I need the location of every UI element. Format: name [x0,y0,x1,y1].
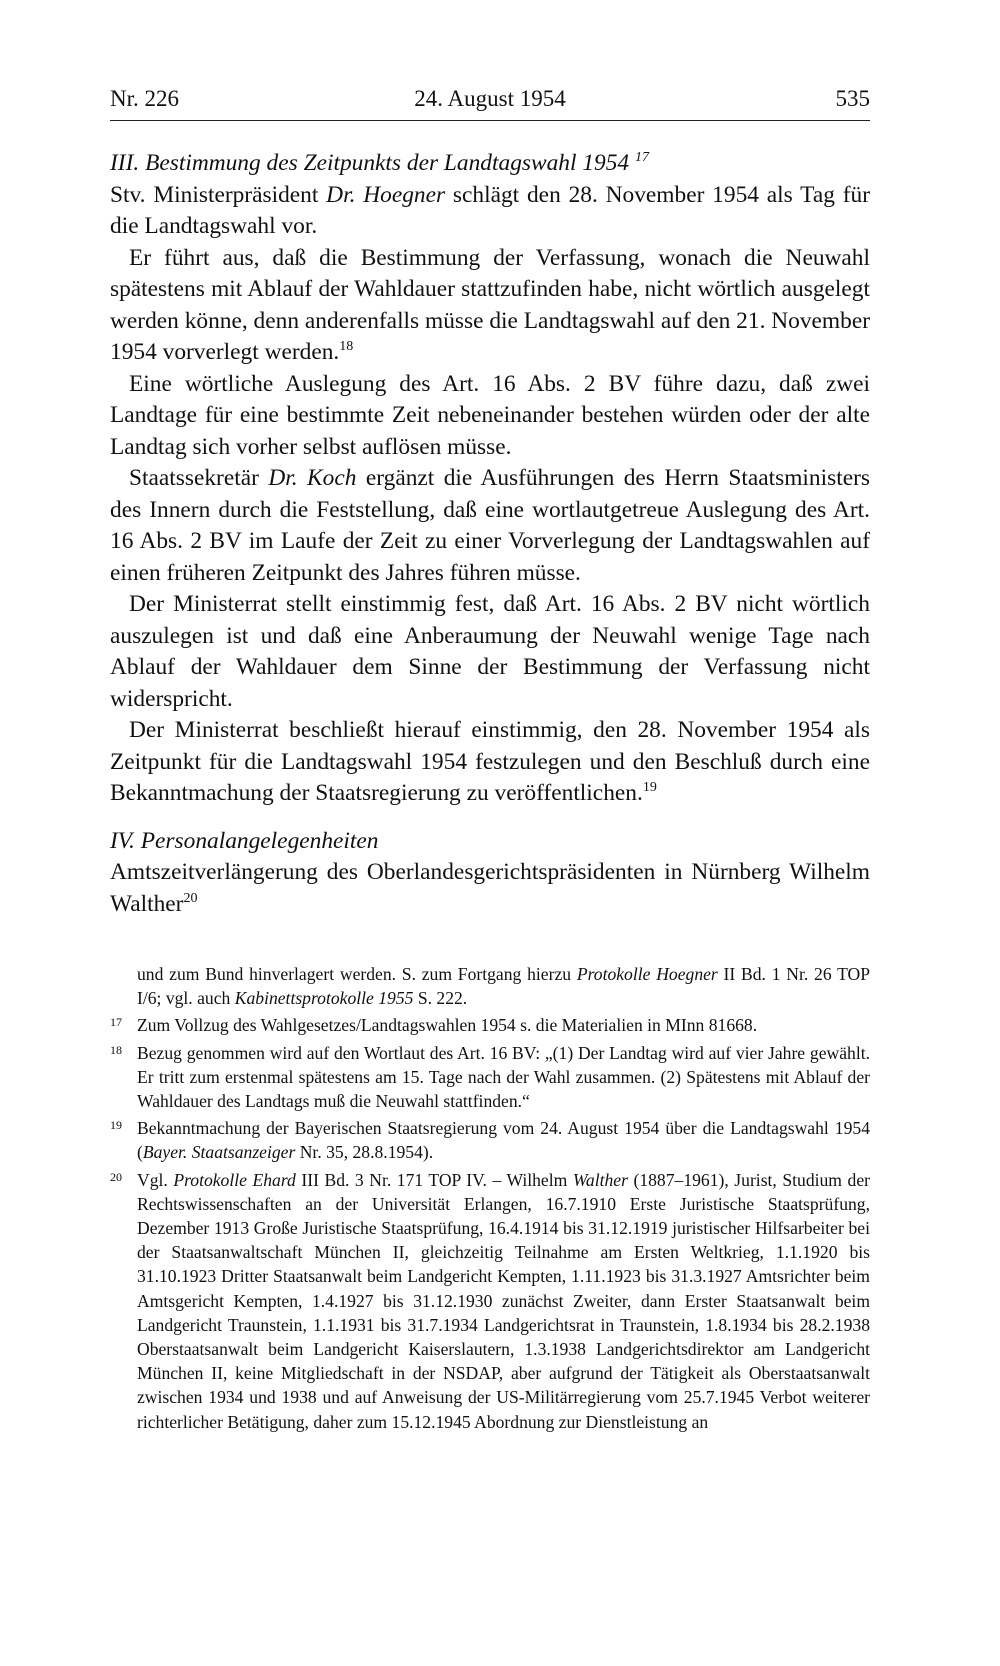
paragraph-koch: Staatssekretär Dr. Koch ergänzt die Ausführungen des Herrn Staatsministers des Innern durch die Feststellung, daß eine wortlautgetreue Auslegung des Art. 16 Abs. 2 BV im Laufe der Zeit zu einer Vorverlegung der Landtagswahlen auf einen früheren Zeitpunkt des Jahres führen müsse. [110,465,870,586]
paragraph-council-decision: Der Ministerrat beschließt hierauf einstimmig, den 28. November 1954 als Zeitpunkt für die Landtagswahl 1954 festzulegen und den Beschluß durch eine Bekanntmachung der Staatsregierung zu veröffentlichen.$^{19}$ [110,717,870,806]
subheading-term-extension: Amtszeitverlängerung des Oberlandesgerichtspräsidenten in Nürnberg Wilhelm Walther$^{20}$ [110,859,870,917]
footnote-20: 20 Vgl. Protokolle Ehard III Bd. 3 Nr. 171 TOP IV. – Wilhelm Walther (1887–1961), Jurist, Studium der Rechtswissenschaften an der Universität Erlangen, 16.7.1910 Erste Juristische Staatsprüfung, Dezember 1913 Große Juristische Staatsprüfung, 16.4.1914 bis 31.12.1919 juristischer Hilfsarbeiter bei der Staatsanwaltschaft München II, gleichzeitig Teilnahme am Ersten Weltkrieg, 1.1.1920 bis 31.10.1923 Dritter Staatsanwalt beim Landgericht Kempten, 1.11.1923 bis 31.3.1927 Amtsrichter beim Amtsgericht Kempten, 1.4.1927 bis 31.12.1930 zunächst Zweiter, dann Erster Staatsanwalt beim Landgericht Traunstein, 1.1.1931 bis 31.7.1934 Landgerichtsrat in Traunstein, 1.8.1934 bis 28.2.1938 Oberstaatsanwalt beim Landgericht Kaiserslautern, 1.3.1938 Landgerichtsdirektor am Landgericht München II, keine Mitgliedschaft in der NSDAP, aber aufgrund der Tätigkeit als Oberstaatsanwalt zwischen 1934 und 1938 und auf Anweisung der US-Militärregierung vom 25.7.1945 Verbot weiterer richterlicher Betätigung, daher zum 15.12.1945 Abordnung zur Dienstleistung an [110,1169,870,1432]
paragraph-council-finding: Der Ministerrat stellt einstimmig fest, daß Art. 16 Abs. 2 BV nicht wörtlich auszulegen ist und daß eine Anberaumung der Neuwahl wenige Tage nach Ablauf der Wahldauer dem Sinne der Bestimmung der Verfassung nicht widerspricht. [110,591,870,712]
paragraph-interpretation: Eine wörtliche Auslegung des Art. 16 Abs. 2 BV führe dazu, daß zwei Landtage für eine bestimmte Zeit nebeneinander bestehen würden oder der alte Landtag sich vorher selbst auflösen müsse. [110,370,870,460]
paragraph-explanation: Er führt aus, daß die Bestimmung der Verfassung, wonach die Neuwahl spätestens mit Ablauf der Wahldauer stattzufinden habe, nicht wörtlich ausgelegt werden könne, denn anderenfalls müsse die Landtagswahl auf den 21. November 1954 vorverlegt werden.$^{18}$ [110,244,870,365]
footnote-number: 17 [110,1015,122,1030]
footnote-number: 19 [110,1118,122,1133]
footnote-ref-20[interactable]: 20 [183,890,198,906]
footnote-17: 17 Zum Vollzug des Wahlgesetzes/Landtagswahlen 1954 s. die Materialien in MInn 81668. [110,1015,758,1036]
person-name: Dr. Koch [268,465,357,491]
section-heading-iii: III. Bestimmung des Zeitpunkts der Landtagswahl 1954 $^{17}$ [110,150,649,176]
footnote-number: 20 [110,1169,122,1184]
person-name: Dr. Hoegner [326,181,446,208]
footnote-number: 18 [110,1042,122,1057]
section-heading-iv: IV. Personalangelegenheiten [110,827,379,854]
footnote-18: 18 Bezug genommen wird auf den Wortlaut des Art. 16 BV: „(1) Der Landtag wird auf vier Jahre gewählt. Er tritt zum erstenmal spätestens am 15. Tage nach der Wahl zusammen. (2) Spätestens mit Ablauf der Wahldauer des Landtags muß die Neuwahl stattfinden.“ [110,1042,870,1112]
header-date: 24. August 1954 [414,86,566,111]
document-number: Nr. 226 [110,86,179,111]
footnote-ref-19[interactable]: 19 [642,780,657,795]
main-text [110,148,870,920]
footnotes [110,962,870,1437]
page-number: 535 [835,86,870,111]
running-header [110,86,870,121]
footnote-ref-18[interactable]: 18 [339,339,354,354]
footnote-continuation: und zum Bund hinverlagert werden. S. zum Fortgang hierzu Protokolle Hoegner II Bd. 1 Nr. 26 TOP I/6; vgl. auch Kabinettsprotokolle 1955 S. 222. [137,964,871,1009]
footnote-19: 19 Bekanntmachung der Bayerischen Staatsregierung vom 24. August 1954 über die Landtagswahl 1954 (Bayer. Staatsanzeiger Nr. 35, 28.8.1954). [110,1118,870,1163]
paragraph-hoegner-proposal: Stv. Ministerpräsident Dr. Hoegner schlägt den 28. November 1954 als Tag für die Landtagswahl vor. [110,181,870,239]
footnote-ref-17[interactable]: 17 [634,150,649,165]
